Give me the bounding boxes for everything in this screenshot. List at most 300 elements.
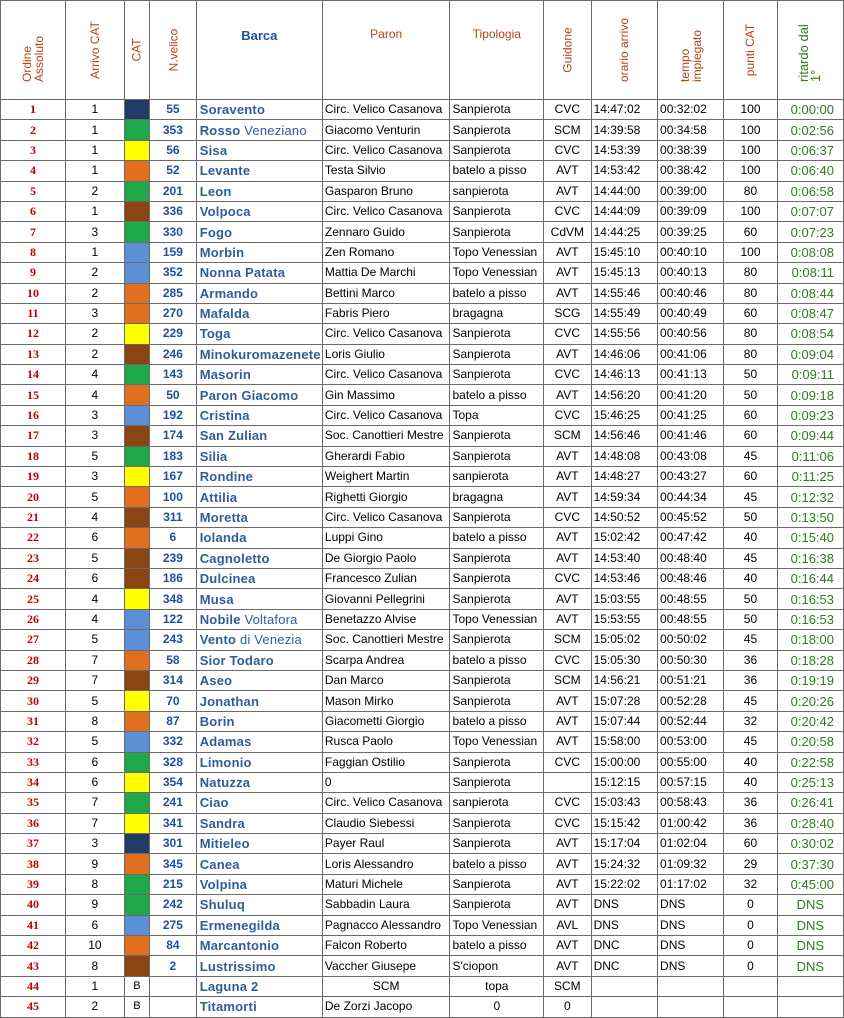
tipologia-cell: Sanpierota <box>450 201 544 221</box>
punti-cat-cell: 36 <box>724 650 777 670</box>
tempo-impiegato-cell: DNS <box>658 936 724 956</box>
guidone-cell: AVT <box>544 609 591 629</box>
orario-arrivo-cell: 14:53:42 <box>591 161 657 181</box>
arrivo-cat-cell: 2 <box>66 283 125 303</box>
ordine-cell: 2 <box>1 120 66 140</box>
orario-arrivo-cell: 15:07:44 <box>591 711 657 731</box>
punti-cat-cell: 60 <box>724 426 777 446</box>
arrivo-cat-cell: 10 <box>66 936 125 956</box>
n-velico-cell: 352 <box>150 263 197 283</box>
barca-name: Nonna Patata <box>199 265 286 281</box>
ritardo-cell: 0:30:02 <box>777 834 843 854</box>
orario-arrivo-cell: 15:22:02 <box>591 874 657 894</box>
ordine-cell: 39 <box>1 874 66 894</box>
tipologia-cell: Sanpierota <box>450 630 544 650</box>
barca-cell <box>196 303 322 323</box>
arrivo-cat-cell: 6 <box>66 772 125 792</box>
paron-cell: Weighert Martin <box>322 467 450 487</box>
cat-color-cell <box>124 874 149 894</box>
n-velico-cell: 167 <box>150 467 197 487</box>
barca-name: Borin <box>199 713 235 729</box>
n-velico-cell: 270 <box>150 303 197 323</box>
tipologia-cell: batelo a pisso <box>450 528 544 548</box>
punti-cat-cell: 40 <box>724 752 777 772</box>
barca-name: Adamas <box>199 734 252 750</box>
tipologia-cell: Sanpierota <box>450 222 544 242</box>
arrivo-cat-cell: 3 <box>66 405 125 425</box>
guidone-cell: AVT <box>544 691 591 711</box>
punti-cat-cell: 60 <box>724 222 777 242</box>
table-row <box>1 650 844 670</box>
arrivo-cat-cell: 9 <box>66 895 125 915</box>
guidone-cell: AVT <box>544 181 591 201</box>
n-velico-cell: 6 <box>150 528 197 548</box>
ordine-cell: 27 <box>1 630 66 650</box>
ritardo-cell <box>777 976 843 996</box>
barca-name: Iolanda <box>199 530 247 546</box>
punti-cat-cell: 50 <box>724 365 777 385</box>
table-row <box>1 711 844 731</box>
tipologia-cell: Sanpierota <box>450 426 544 446</box>
barca-cell <box>196 242 322 262</box>
tempo-impiegato-cell: 00:48:46 <box>658 568 724 588</box>
punti-cat-cell: 100 <box>724 161 777 181</box>
ordine-cell: 7 <box>1 222 66 242</box>
tipologia-cell: Sanpierota <box>450 589 544 609</box>
paron-cell: Rusca Paolo <box>322 732 450 752</box>
punti-cat-cell: 100 <box>724 242 777 262</box>
punti-cat-cell: 0 <box>724 915 777 935</box>
n-velico-cell: 122 <box>150 609 197 629</box>
tipologia-cell: Sanpierota <box>450 772 544 792</box>
punti-cat-cell: 60 <box>724 467 777 487</box>
barca-cell <box>196 813 322 833</box>
punti-cat-cell: 60 <box>724 405 777 425</box>
tipologia-cell: Sanpierota <box>450 670 544 690</box>
orario-arrivo-cell: DNC <box>591 936 657 956</box>
arrivo-cat-cell: 1 <box>66 100 125 120</box>
orario-arrivo-cell: 15:03:55 <box>591 589 657 609</box>
barca-cell <box>196 711 322 731</box>
barca-cell <box>196 997 322 1017</box>
barca-name: Fogo <box>199 224 233 240</box>
ritardo-cell: 0:22:58 <box>777 752 843 772</box>
ritardo-cell: DNS <box>777 956 843 976</box>
header-ordine: Ordine Assoluto <box>1 1 66 100</box>
guidone-cell: AVT <box>544 956 591 976</box>
tipologia-cell: Topa <box>450 405 544 425</box>
paron-cell: Sabbadin Laura <box>322 895 450 915</box>
tempo-impiegato-cell: 00:40:49 <box>658 303 724 323</box>
guidone-cell: AVT <box>544 711 591 731</box>
cat-color-cell <box>124 181 149 201</box>
paron-cell: Zen Romano <box>322 242 450 262</box>
table-row <box>1 201 844 221</box>
arrivo-cat-cell: 4 <box>66 385 125 405</box>
cat-color-cell <box>124 100 149 120</box>
cat-color-cell <box>124 630 149 650</box>
n-velico-cell <box>150 997 197 1017</box>
tipologia-cell: Topo Venessian <box>450 732 544 752</box>
guidone-cell: SCM <box>544 120 591 140</box>
table-body <box>1 100 844 1018</box>
header-ritardo: ritardo dal 1° <box>777 1 843 100</box>
cat-color-cell <box>124 324 149 344</box>
punti-cat-cell: 40 <box>724 568 777 588</box>
barca-cell <box>196 568 322 588</box>
punti-cat-cell: 100 <box>724 140 777 160</box>
punti-cat-cell: 80 <box>724 344 777 364</box>
ordine-cell: 9 <box>1 263 66 283</box>
barca-name: Silia <box>199 448 228 464</box>
barca-cell <box>196 385 322 405</box>
n-velico-cell: 186 <box>150 568 197 588</box>
paron-cell: Giacomo Venturin <box>322 120 450 140</box>
tempo-impiegato-cell: 00:50:02 <box>658 630 724 650</box>
header-guidone: Guidone <box>544 1 591 100</box>
paron-cell: Maturi Michele <box>322 874 450 894</box>
barca-name: Rosso <box>199 122 241 138</box>
tempo-impiegato-cell: 00:51:21 <box>658 670 724 690</box>
tempo-impiegato-cell: 00:48:55 <box>658 589 724 609</box>
cat-color-cell <box>124 303 149 323</box>
tipologia-cell: Sanpierota <box>450 813 544 833</box>
barca-cell <box>196 528 322 548</box>
tipologia-cell: Sanpierota <box>450 691 544 711</box>
n-velico-cell: 330 <box>150 222 197 242</box>
orario-arrivo-cell: 14:46:13 <box>591 365 657 385</box>
ritardo-cell: 0:06:58 <box>777 181 843 201</box>
orario-arrivo-cell: 14:55:46 <box>591 283 657 303</box>
table-row <box>1 772 844 792</box>
ordine-cell: 13 <box>1 344 66 364</box>
ritardo-cell: 0:28:40 <box>777 813 843 833</box>
tempo-impiegato-cell: 00:52:28 <box>658 691 724 711</box>
arrivo-cat-cell: 3 <box>66 222 125 242</box>
ordine-cell: 18 <box>1 446 66 466</box>
barca-name: Paron Giacomo <box>199 387 299 403</box>
ritardo-cell: 0:13:50 <box>777 507 843 527</box>
arrivo-cat-cell: 4 <box>66 589 125 609</box>
barca-cell <box>196 854 322 874</box>
arrivo-cat-cell: 2 <box>66 997 125 1017</box>
ritardo-cell: 0:18:00 <box>777 630 843 650</box>
barca-name: Soravento <box>199 102 266 118</box>
guidone-cell: AVT <box>544 895 591 915</box>
header-punti-cat: punti CAT <box>724 1 777 100</box>
tipologia-cell: Sanpierota <box>450 446 544 466</box>
n-velico-cell: 84 <box>150 936 197 956</box>
cat-color-cell <box>124 895 149 915</box>
barca-cell <box>196 793 322 813</box>
cat-color-cell <box>124 568 149 588</box>
cat-color-cell <box>124 691 149 711</box>
ritardo-cell: 0:08:11 <box>777 263 843 283</box>
table-row <box>1 936 844 956</box>
header-tempo-impiegato: tempo impiegato <box>658 1 724 100</box>
tempo-impiegato-cell: 00:48:40 <box>658 548 724 568</box>
tempo-impiegato-cell: 00:34:58 <box>658 120 724 140</box>
table-row <box>1 691 844 711</box>
orario-arrivo-cell: 14:44:00 <box>591 181 657 201</box>
barca-name: Dulcinea <box>199 571 256 587</box>
n-velico-cell: 311 <box>150 507 197 527</box>
arrivo-cat-cell: 2 <box>66 344 125 364</box>
ritardo-cell: 0:08:44 <box>777 283 843 303</box>
punti-cat-cell: 0 <box>724 936 777 956</box>
header-orario-arrivo: orario arrivo <box>591 1 657 100</box>
ritardo-cell: 0:06:40 <box>777 161 843 181</box>
barca-name: Rondine <box>199 469 254 485</box>
orario-arrivo-cell: 14:48:27 <box>591 467 657 487</box>
ritardo-cell: 0:09:18 <box>777 385 843 405</box>
table-row <box>1 997 844 1017</box>
cat-color-cell <box>124 650 149 670</box>
ritardo-cell: DNS <box>777 895 843 915</box>
arrivo-cat-cell: 5 <box>66 548 125 568</box>
tipologia-cell: topa <box>450 976 544 996</box>
barca-name: Volpina <box>199 877 248 893</box>
tempo-impiegato-cell: 00:39:25 <box>658 222 724 242</box>
barca-name: San Zulian <box>199 428 268 444</box>
n-velico-cell: 143 <box>150 365 197 385</box>
arrivo-cat-cell: 6 <box>66 568 125 588</box>
tipologia-cell: sanpierota <box>450 181 544 201</box>
punti-cat-cell: 45 <box>724 446 777 466</box>
barca-name: Volpoca <box>199 204 251 220</box>
header-n-velico: N.velico <box>150 1 197 100</box>
tempo-impiegato-cell: 00:41:20 <box>658 385 724 405</box>
arrivo-cat-cell: 3 <box>66 834 125 854</box>
n-velico-cell: 301 <box>150 834 197 854</box>
punti-cat-cell <box>724 997 777 1017</box>
orario-arrivo-cell: 15:12:15 <box>591 772 657 792</box>
guidone-cell: CVC <box>544 100 591 120</box>
tipologia-cell: Sanpierota <box>450 365 544 385</box>
table-row <box>1 752 844 772</box>
barca-name: Jonathan <box>199 693 260 709</box>
ordine-cell: 32 <box>1 732 66 752</box>
ritardo-cell <box>777 997 843 1017</box>
tipologia-cell: Sanpierota <box>450 548 544 568</box>
cat-color-cell <box>124 446 149 466</box>
orario-arrivo-cell: 15:45:13 <box>591 263 657 283</box>
ritardo-cell: 0:16:38 <box>777 548 843 568</box>
paron-cell: De Giorgio Paolo <box>322 548 450 568</box>
paron-cell: Circ. Velico Casanova <box>322 507 450 527</box>
table-row <box>1 120 844 140</box>
barca-cell <box>196 487 322 507</box>
table-row <box>1 487 844 507</box>
tipologia-cell: bragagna <box>450 487 544 507</box>
paron-cell: Circ. Velico Casanova <box>322 793 450 813</box>
tipologia-cell: batelo a pisso <box>450 385 544 405</box>
paron-cell: Benetazzo Alvise <box>322 609 450 629</box>
barca-cell <box>196 344 322 364</box>
punti-cat-cell: 50 <box>724 507 777 527</box>
barca-cell <box>196 507 322 527</box>
barca-cell <box>196 100 322 120</box>
cat-color-cell <box>124 365 149 385</box>
cat-color-cell <box>124 467 149 487</box>
arrivo-cat-cell: 5 <box>66 487 125 507</box>
tempo-impiegato-cell: 00:44:34 <box>658 487 724 507</box>
barca-cell <box>196 895 322 915</box>
paron-cell: Claudio Siebessi <box>322 813 450 833</box>
tempo-impiegato-cell: 00:39:00 <box>658 181 724 201</box>
barca-name: Minokuromazenete <box>199 346 321 362</box>
orario-arrivo-cell: 14:53:40 <box>591 548 657 568</box>
tempo-impiegato-cell: 00:48:55 <box>658 609 724 629</box>
cat-color-cell <box>124 548 149 568</box>
paron-cell: Fabris Piero <box>322 303 450 323</box>
n-velico-cell: 353 <box>150 120 197 140</box>
n-velico-cell: 246 <box>150 344 197 364</box>
table-row <box>1 385 844 405</box>
tempo-impiegato-cell: 00:32:02 <box>658 100 724 120</box>
table-row <box>1 609 844 629</box>
cat-color-cell <box>124 344 149 364</box>
ritardo-cell: 0:09:23 <box>777 405 843 425</box>
barca-name: Mitieleo <box>199 836 250 852</box>
guidone-cell: AVT <box>544 854 591 874</box>
table-row <box>1 813 844 833</box>
arrivo-cat-cell: 1 <box>66 242 125 262</box>
orario-arrivo-cell: 15:15:42 <box>591 813 657 833</box>
cat-color-cell <box>124 793 149 813</box>
barca-cell <box>196 589 322 609</box>
tempo-impiegato-cell: 00:40:13 <box>658 263 724 283</box>
cat-color-cell <box>124 609 149 629</box>
orario-arrivo-cell <box>591 976 657 996</box>
n-velico-cell: 354 <box>150 772 197 792</box>
orario-arrivo-cell: 15:05:30 <box>591 650 657 670</box>
paron-cell: Circ. Velico Casanova <box>322 201 450 221</box>
n-velico-cell: 55 <box>150 100 197 120</box>
n-velico-cell: 50 <box>150 385 197 405</box>
barca-name: Natuzza <box>199 775 251 791</box>
guidone-cell: AVT <box>544 732 591 752</box>
punti-cat-cell: 36 <box>724 813 777 833</box>
n-velico-cell: 56 <box>150 140 197 160</box>
tempo-impiegato-cell <box>658 997 724 1017</box>
guidone-cell: CdVM <box>544 222 591 242</box>
tipologia-cell: Sanpierota <box>450 874 544 894</box>
tempo-impiegato-cell: 00:43:08 <box>658 446 724 466</box>
cat-color-cell <box>124 385 149 405</box>
paron-cell: Francesco Zulian <box>322 568 450 588</box>
arrivo-cat-cell: 4 <box>66 609 125 629</box>
barca-name: Nobile <box>199 611 241 627</box>
cat-color-cell <box>124 670 149 690</box>
barca-name: Sandra <box>199 815 245 831</box>
cat-color-cell <box>124 732 149 752</box>
n-velico-cell: 348 <box>150 589 197 609</box>
barca-cell <box>196 467 322 487</box>
orario-arrivo-cell: 15:17:04 <box>591 834 657 854</box>
barca-cell <box>196 915 322 935</box>
n-velico-cell: 242 <box>150 895 197 915</box>
tipologia-cell: Topo Venessian <box>450 263 544 283</box>
cat-color-cell <box>124 405 149 425</box>
paron-cell: Gasparon Bruno <box>322 181 450 201</box>
paron-cell: Zennaro Guido <box>322 222 450 242</box>
punti-cat-cell: 80 <box>724 324 777 344</box>
guidone-cell: CVC <box>544 793 591 813</box>
tempo-impiegato-cell: 00:38:42 <box>658 161 724 181</box>
punti-cat-cell: 0 <box>724 956 777 976</box>
table-row <box>1 507 844 527</box>
ordine-cell: 16 <box>1 405 66 425</box>
tempo-impiegato-cell: 00:57:15 <box>658 772 724 792</box>
arrivo-cat-cell: 4 <box>66 365 125 385</box>
barca-cell <box>196 140 322 160</box>
tempo-impiegato-cell: 01:09:32 <box>658 854 724 874</box>
punti-cat-cell: 80 <box>724 283 777 303</box>
ordine-cell: 30 <box>1 691 66 711</box>
tipologia-cell: Sanpierota <box>450 324 544 344</box>
orario-arrivo-cell: 15:07:28 <box>591 691 657 711</box>
ordine-cell: 4 <box>1 161 66 181</box>
barca-cell <box>196 650 322 670</box>
ordine-cell: 21 <box>1 507 66 527</box>
n-velico-cell: 70 <box>150 691 197 711</box>
tipologia-cell: bragagna <box>450 303 544 323</box>
ordine-cell: 33 <box>1 752 66 772</box>
n-velico-cell: 275 <box>150 915 197 935</box>
ritardo-cell: 0:16:44 <box>777 568 843 588</box>
barca-cell <box>196 976 322 996</box>
cat-color-cell <box>124 242 149 262</box>
arrivo-cat-cell: 8 <box>66 874 125 894</box>
tipologia-cell: Sanpierota <box>450 568 544 588</box>
ordine-cell: 17 <box>1 426 66 446</box>
barca-name: Sisa <box>199 142 228 158</box>
punti-cat-cell: 40 <box>724 528 777 548</box>
paron-cell: Soc. Canottieri Mestre <box>322 426 450 446</box>
ordine-cell: 12 <box>1 324 66 344</box>
tempo-impiegato-cell: DNS <box>658 915 724 935</box>
tempo-impiegato-cell: 00:43:27 <box>658 467 724 487</box>
table-row <box>1 181 844 201</box>
ritardo-cell: 0:20:58 <box>777 732 843 752</box>
n-velico-cell: 328 <box>150 752 197 772</box>
punti-cat-cell: 45 <box>724 548 777 568</box>
paron-cell: Righetti Giorgio <box>322 487 450 507</box>
ritardo-cell: 0:02:56 <box>777 120 843 140</box>
arrivo-cat-cell: 1 <box>66 201 125 221</box>
paron-cell: Bettini Marco <box>322 283 450 303</box>
tipologia-cell: S'ciopon <box>450 956 544 976</box>
guidone-cell: AVT <box>544 589 591 609</box>
guidone-cell: CVC <box>544 365 591 385</box>
orario-arrivo-cell: 15:53:55 <box>591 609 657 629</box>
ordine-cell: 5 <box>1 181 66 201</box>
punti-cat-cell: 50 <box>724 385 777 405</box>
ritardo-cell: 0:11:06 <box>777 446 843 466</box>
guidone-cell: AVT <box>544 548 591 568</box>
paron-cell: Circ. Velico Casanova <box>322 324 450 344</box>
tempo-impiegato-cell: DNS <box>658 895 724 915</box>
table-row <box>1 222 844 242</box>
paron-cell: Mattia De Marchi <box>322 263 450 283</box>
ritardo-cell: 0:09:11 <box>777 365 843 385</box>
guidone-cell: AVT <box>544 487 591 507</box>
tipologia-cell: sanpierota <box>450 793 544 813</box>
orario-arrivo-cell: 14:46:06 <box>591 344 657 364</box>
ritardo-cell: 0:11:25 <box>777 467 843 487</box>
ordine-cell: 24 <box>1 568 66 588</box>
